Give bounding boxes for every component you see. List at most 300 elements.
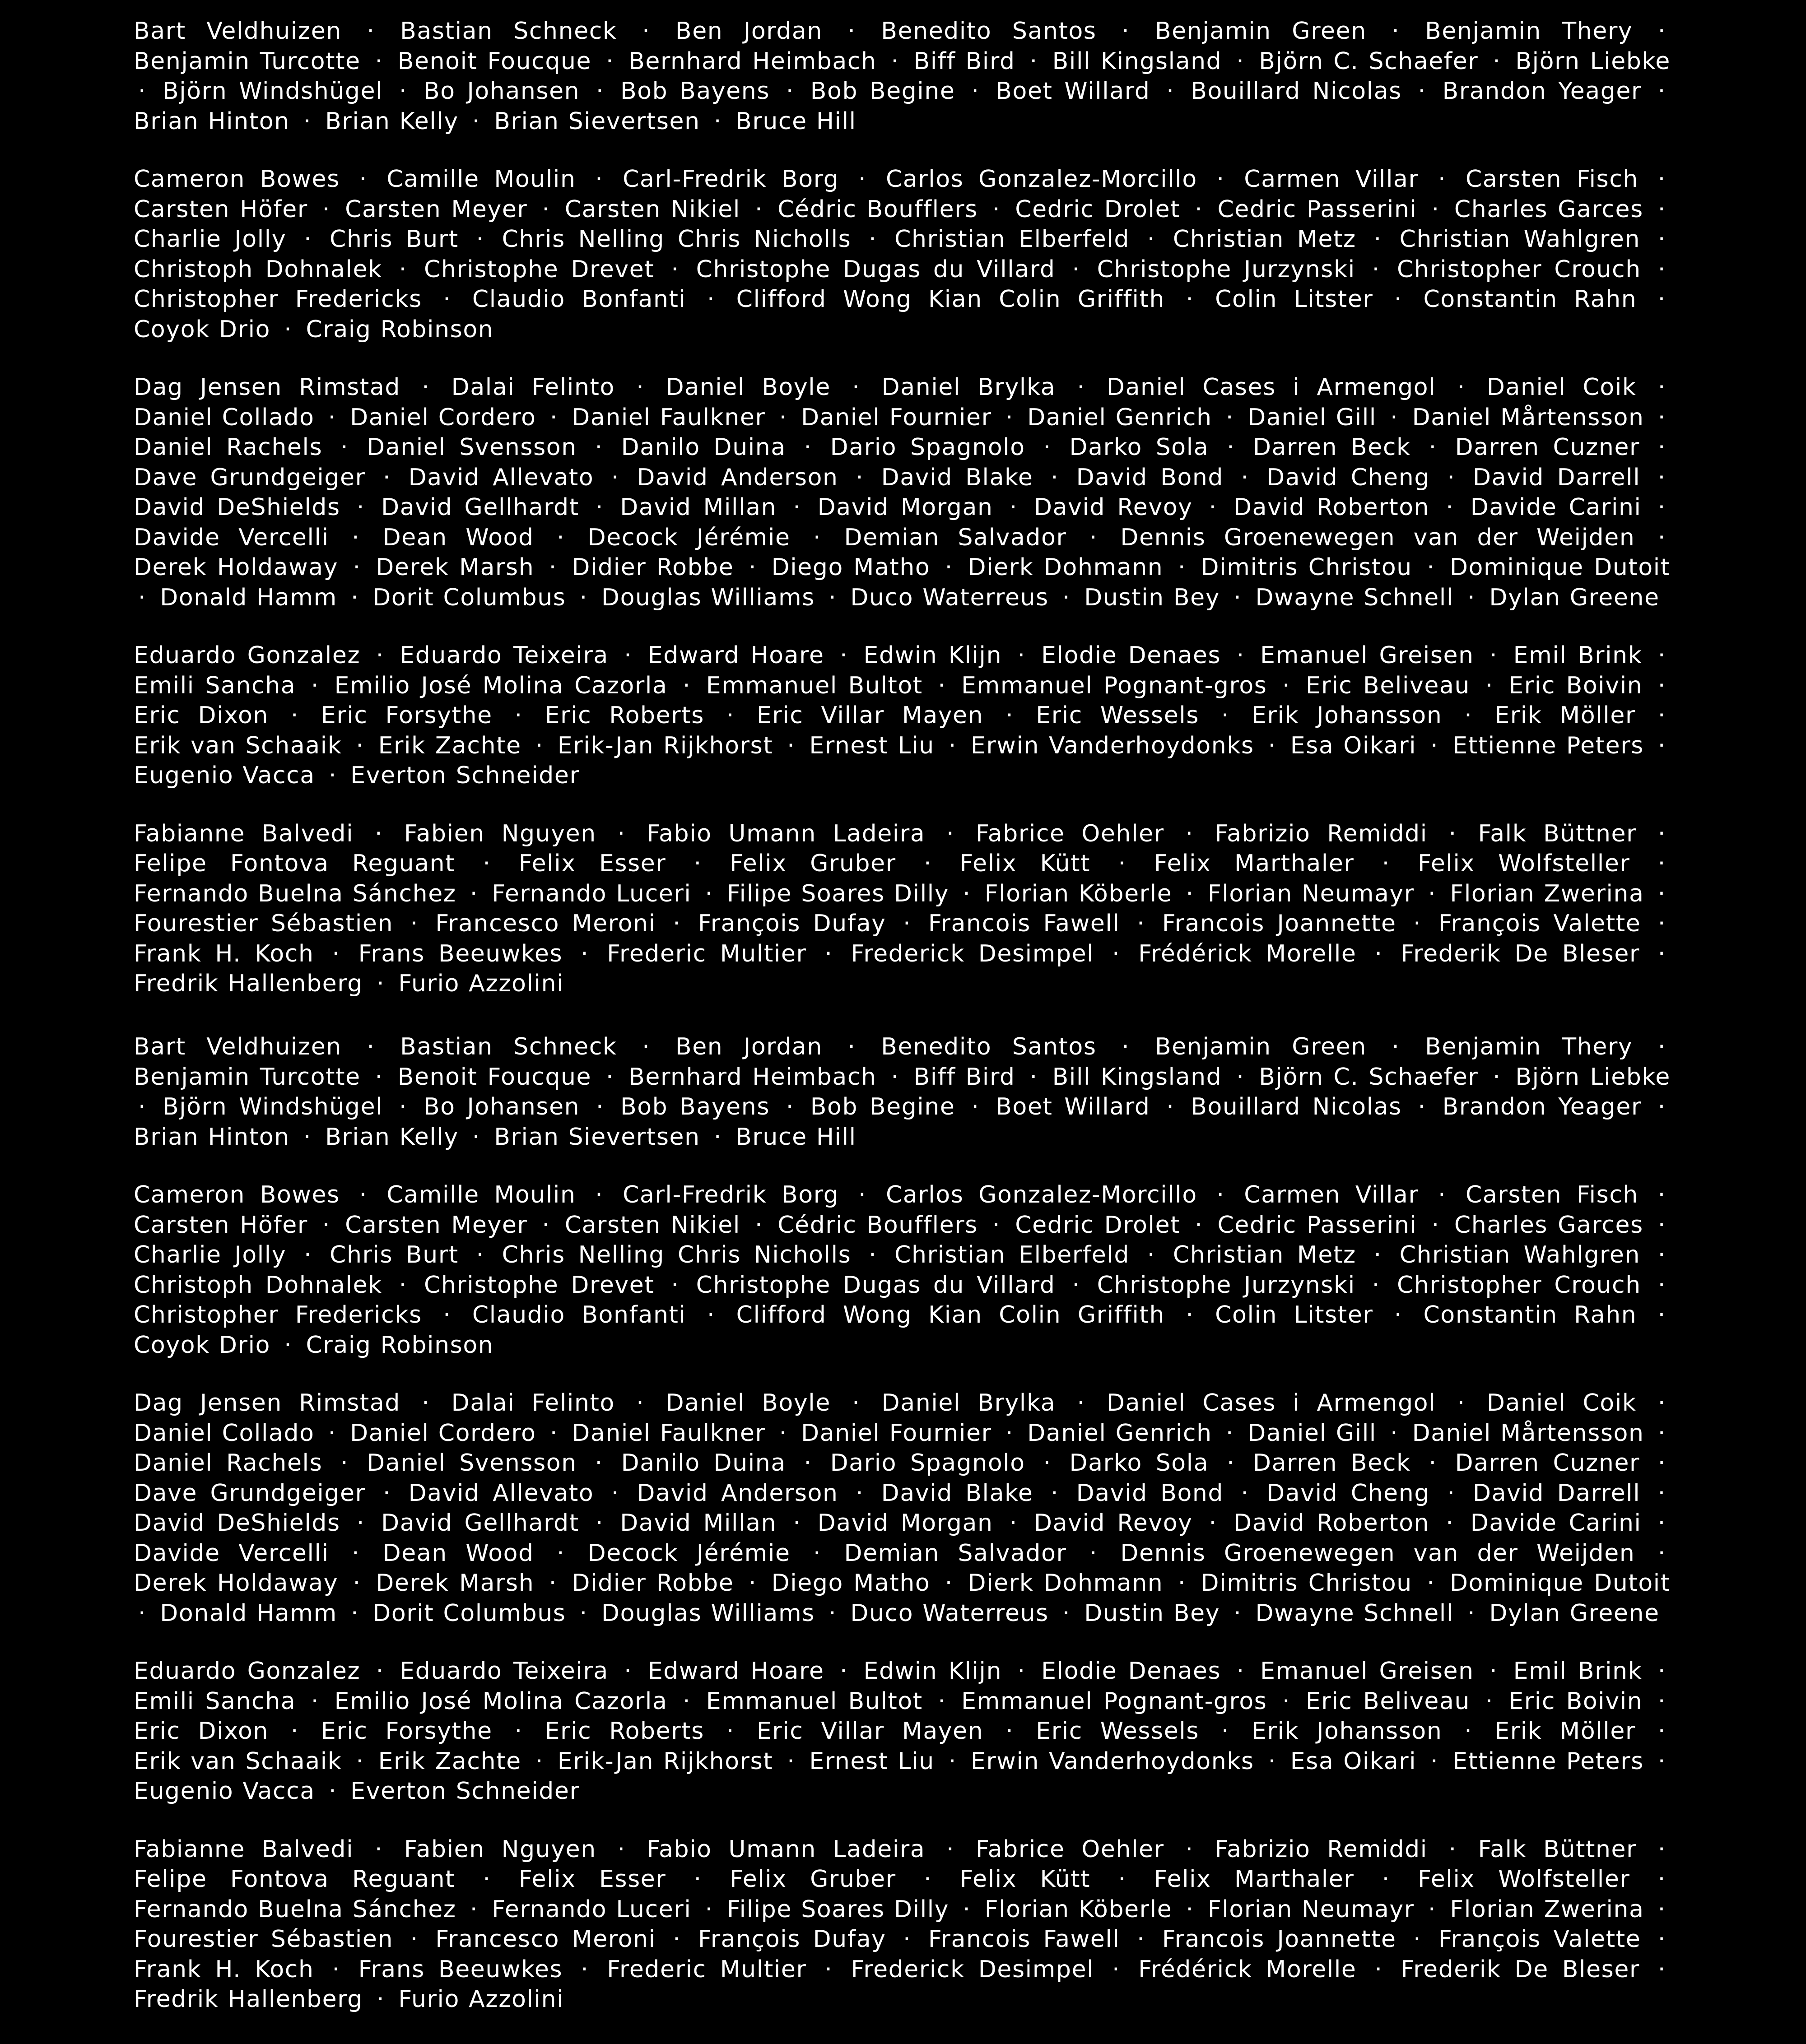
credit-name: David Blake: [881, 464, 1033, 491]
name-separator: ·: [576, 1956, 593, 1983]
credit-name: Christophe Drevet: [424, 256, 654, 283]
name-separator: ·: [395, 1272, 412, 1299]
name-separator: ·: [591, 434, 608, 461]
name-separator: ·: [1422, 1570, 1439, 1597]
name-separator: ·: [1653, 732, 1671, 759]
name-separator: ·: [472, 1241, 489, 1268]
credit-name: Donald Hamm: [160, 1600, 337, 1627]
name-separator: ·: [1653, 256, 1671, 283]
name-separator: ·: [668, 1926, 685, 1953]
name-separator: ·: [1370, 940, 1387, 967]
credit-name: Charles Garces: [1454, 196, 1643, 223]
name-separator: ·: [940, 1570, 958, 1597]
name-separator: ·: [988, 1212, 1005, 1239]
credit-name: Dario Spagnolo: [830, 434, 1025, 461]
name-separator: ·: [1182, 880, 1199, 907]
name-separator: [613, 1028, 630, 1029]
credit-name: Felipe Fontova Reguant: [134, 1866, 455, 1893]
credit-name: Frédérick Morelle: [1138, 940, 1356, 967]
credits-group-e: [134, 1656, 1671, 1807]
name-separator: ·: [1653, 880, 1671, 907]
credit-name: Fernando Luceri: [492, 880, 691, 907]
credit-name: Dave Grundgeiger: [134, 464, 366, 491]
credit-name: Fabio Umann Ladeira: [647, 820, 925, 847]
credit-name: Furio Azzolini: [398, 970, 564, 997]
credit-name: David Bond: [1076, 464, 1224, 491]
name-separator: ·: [1481, 1688, 1498, 1715]
name-separator: ·: [465, 880, 483, 907]
credit-name: Christoph Dohnalek: [134, 1272, 382, 1299]
name-separator: ·: [1653, 226, 1671, 253]
name-separator: ·: [689, 850, 707, 877]
credit-name: Chris Burt: [330, 226, 459, 253]
name-separator: ·: [1653, 434, 1671, 461]
name-separator: ·: [134, 1600, 151, 1627]
credit-name: Ernest Liu: [809, 732, 934, 759]
name-separator: ·: [800, 1449, 817, 1477]
credit-name: Douglas Williams: [601, 1600, 815, 1627]
name-separator: ·: [607, 1480, 624, 1507]
credit-name: Cameron Bowes: [134, 1181, 340, 1208]
name-separator: ·: [1190, 196, 1207, 223]
credit-name: Felix Marthaler: [1154, 1866, 1354, 1893]
credit-name: Darren Beck: [1253, 434, 1411, 461]
credit-name: Dennis Groenewegen van der Weijden: [1120, 524, 1635, 551]
name-separator: ·: [1182, 286, 1199, 313]
credit-name: Eric Boivin: [1508, 1688, 1643, 1715]
name-separator: ·: [438, 1301, 456, 1329]
credit-name: David Allevato: [409, 1480, 594, 1507]
name-separator: ·: [1085, 1540, 1102, 1567]
name-separator: ·: [1653, 1866, 1671, 1893]
name-separator: ·: [1001, 1420, 1018, 1447]
credit-name: Frans Beeuwkes: [358, 940, 563, 967]
credit-name: Eric Boivin: [1508, 672, 1643, 699]
credit-name: David Millan: [620, 494, 777, 521]
credit-name: Erik Johansson: [1252, 1718, 1442, 1745]
credit-name: Daniel Cases i Armengol: [1107, 374, 1436, 401]
name-separator: ·: [552, 524, 569, 551]
credit-name: Eugenio Vacca: [134, 762, 315, 789]
name-separator: ·: [1653, 940, 1671, 967]
credit-name: [134, 1028, 282, 1029]
name-separator: ·: [854, 166, 871, 193]
credit-name: Bob Bayens: [620, 78, 770, 105]
name-separator: ·: [1653, 672, 1671, 699]
credit-name: David Roberton: [1233, 1510, 1429, 1537]
name-separator: ·: [531, 732, 548, 759]
credit-name: Bo Johansen: [424, 78, 580, 105]
credit-name: Bill Kingsland: [1052, 1064, 1222, 1091]
name-separator: ·: [1386, 404, 1403, 431]
name-separator: ·: [1182, 1896, 1199, 1923]
credit-name: Filipe Soares Dilly: [727, 1896, 949, 1923]
credit-name: Biff Bird: [914, 1064, 1015, 1091]
name-separator: ·: [1653, 1301, 1671, 1329]
credit-name: Erik Johansson: [1252, 702, 1442, 729]
name-separator: ·: [1039, 434, 1056, 461]
credit-name: David Blake: [881, 1480, 1033, 1507]
name-separator: ·: [537, 1212, 554, 1239]
name-separator: ·: [820, 940, 837, 967]
credit-name: Brian Sievertsen: [494, 108, 700, 135]
name-separator: ·: [472, 226, 489, 253]
credit-name: Florian Neumayr: [1208, 1896, 1415, 1923]
credit-name: Björn Windshügel: [163, 78, 383, 105]
credits-group-b: [134, 16, 1671, 136]
credit-name: Eric Villar Mayen: [757, 1718, 984, 1745]
name-separator: ·: [1653, 524, 1671, 551]
name-separator: ·: [336, 1449, 353, 1477]
name-separator: ·: [1173, 1570, 1191, 1597]
name-separator: ·: [940, 554, 958, 581]
name-separator: ·: [1237, 1480, 1254, 1507]
credit-name: Bill Kingsland: [1052, 48, 1222, 75]
name-separator: ·: [1173, 554, 1191, 581]
credit-name: Eric Forsythe: [321, 702, 493, 729]
credits-group-g: [134, 1027, 1671, 1029]
credit-name: Dwayne Schnell: [1256, 1600, 1454, 1627]
credit-name: Christophe Jurzynski: [1097, 1272, 1355, 1299]
name-separator: ·: [1653, 1836, 1671, 1863]
credit-name: Carmen Villar: [1244, 166, 1419, 193]
name-separator: ·: [887, 48, 904, 75]
credit-name: Felix Kütt: [959, 1866, 1090, 1893]
name-separator: ·: [775, 404, 792, 431]
name-separator: ·: [279, 316, 297, 343]
name-separator: ·: [788, 1510, 805, 1537]
credit-name: Björn C. Schaefer: [1259, 48, 1478, 75]
credit-name: Erik-Jan Rijkhorst: [558, 1748, 773, 1775]
name-separator: ·: [809, 524, 826, 551]
name-separator: ·: [1653, 1688, 1671, 1715]
name-separator: ·: [666, 1272, 684, 1299]
credit-name: [1419, 1028, 1639, 1029]
name-separator: ·: [355, 166, 372, 193]
name-separator: ·: [919, 1866, 936, 1893]
name-separator: ·: [1653, 1420, 1671, 1447]
credit-name: Benjamin Green: [1155, 18, 1367, 45]
credit-name: Bob Bayens: [620, 1093, 770, 1120]
name-separator: ·: [967, 1093, 984, 1120]
name-separator: ·: [1653, 1449, 1671, 1477]
credit-name: Diego Matho: [772, 554, 931, 581]
credit-name: Dominique Dutoit: [1450, 554, 1671, 581]
credits-panel-bottom: [134, 1032, 1671, 2044]
credit-name: Everton Schneider: [350, 762, 580, 789]
credit-name: Dorit Columbus: [372, 1600, 566, 1627]
name-separator: ·: [1370, 1956, 1387, 1983]
credit-name: Daniel Genrich: [1027, 404, 1212, 431]
name-separator: ·: [1108, 1956, 1125, 1983]
name-separator: ·: [1441, 494, 1458, 521]
name-separator: ·: [1067, 256, 1085, 283]
credit-name: [328, 1028, 598, 1029]
name-separator: ·: [134, 584, 151, 611]
name-separator: ·: [701, 880, 718, 907]
credit-name: François Dufay: [698, 1926, 886, 1953]
name-separator: ·: [1444, 1836, 1462, 1863]
credit-name: David Cheng: [1266, 464, 1430, 491]
credit-name: Eduardo Teixeira: [400, 642, 609, 669]
name-separator: ·: [1005, 1510, 1022, 1537]
credit-name: David Morgan: [818, 494, 993, 521]
name-separator: ·: [1369, 1241, 1387, 1268]
credit-name: Dave Grundgeiger: [134, 1480, 366, 1507]
credit-name: Brandon Yeager: [1443, 1093, 1642, 1120]
name-separator: ·: [782, 1748, 800, 1775]
credit-name: Erik-Jan Rijkhorst: [558, 732, 773, 759]
credit-name: Demian Salvador: [844, 524, 1067, 551]
name-separator: ·: [1424, 434, 1442, 461]
name-separator: ·: [576, 940, 593, 967]
name-separator: ·: [809, 1540, 826, 1567]
name-separator: ·: [134, 78, 151, 105]
credit-name: Christian Wahlgren: [1400, 1241, 1640, 1268]
name-separator: ·: [1212, 1181, 1229, 1208]
name-separator: ·: [1058, 584, 1075, 611]
name-separator: ·: [607, 464, 624, 491]
name-separator: ·: [703, 286, 720, 313]
credit-name: Davide Carini: [1471, 494, 1642, 521]
credit-name: Daniel Gill: [1247, 404, 1377, 431]
name-separator: ·: [1653, 1181, 1671, 1208]
credit-name: Esa Oikari: [1290, 732, 1416, 759]
credit-name: Florian Zwerina: [1450, 1896, 1644, 1923]
credit-name: Dominique Dutoit: [1450, 1570, 1671, 1597]
credit-name: Chris Nelling Chris Nicholls: [502, 226, 852, 253]
credit-name: Dylan Greene: [1489, 584, 1659, 611]
name-separator: ·: [744, 554, 761, 581]
credit-name: Emilio José Molina Cazorla: [335, 672, 668, 699]
credit-name: Dag Jensen Rimstad: [134, 1389, 400, 1417]
credit-name: Felix Wolfsteller: [1418, 850, 1630, 877]
credit-name: Frederick Desimpel: [851, 1956, 1094, 1983]
credit-name: David Revoy: [1034, 494, 1192, 521]
name-separator: ·: [1232, 642, 1249, 669]
name-separator: ·: [1025, 48, 1043, 75]
credit-name: Darko Sola: [1070, 434, 1209, 461]
name-separator: ·: [1653, 1510, 1671, 1537]
credit-name: Carsten Meyer: [345, 1212, 527, 1239]
name-separator: ·: [1485, 642, 1502, 669]
credits-group-e: [134, 641, 1671, 791]
credit-name: Brian Sievertsen: [494, 1124, 700, 1151]
name-separator: ·: [1427, 1212, 1444, 1239]
name-separator: ·: [1653, 1241, 1671, 1268]
name-separator: ·: [395, 256, 412, 283]
name-separator: ·: [438, 286, 456, 313]
credit-name: Carmen Villar: [1244, 1181, 1419, 1208]
credit-name: Coyok Drio: [134, 316, 270, 343]
credit-name: Diego Matho: [772, 1570, 931, 1597]
credit-name: Elodie Denaes: [1041, 1658, 1221, 1685]
name-separator: ·: [638, 1033, 655, 1060]
credit-name: Eugenio Vacca: [134, 1778, 315, 1805]
name-separator: ·: [1653, 464, 1671, 491]
credit-name: Christoph Dohnalek: [134, 256, 382, 283]
credit-name: Dario Spagnolo: [830, 1449, 1025, 1477]
credit-name: Christian Elberfeld: [894, 1241, 1130, 1268]
credit-name: [869, 1028, 1021, 1029]
credit-name: Bastian Schneck: [400, 18, 617, 45]
name-separator: ·: [1212, 166, 1229, 193]
credit-name: Emili Sancha: [134, 672, 296, 699]
credit-name: Fabien Nguyen: [404, 820, 596, 847]
credit-name: Fourestier Sébastien: [134, 1926, 393, 1953]
credit-name: Emanuel Greisen: [1260, 1658, 1474, 1685]
name-separator: ·: [552, 1540, 569, 1567]
credit-name: Chris Burt: [330, 1241, 459, 1268]
name-separator: ·: [1162, 1093, 1179, 1120]
name-separator: ·: [1653, 286, 1671, 313]
name-separator: ·: [782, 1093, 799, 1120]
name-separator: ·: [933, 672, 950, 699]
name-separator: ·: [372, 642, 389, 669]
name-separator: ·: [1143, 1241, 1160, 1268]
credit-name: Eduardo Teixeira: [400, 1658, 609, 1685]
credit-name: David Roberton: [1233, 494, 1429, 521]
name-separator: ·: [1001, 404, 1018, 431]
name-separator: ·: [591, 494, 608, 521]
credit-name: Björn Windshügel: [163, 1093, 383, 1120]
credit-name: [1068, 1028, 1373, 1029]
credit-name: Daniel Fournier: [801, 404, 991, 431]
credit-name: Dwayne Schnell: [1256, 584, 1454, 611]
credit-name: Daniel Cordero: [350, 1420, 536, 1447]
name-separator: ·: [709, 1124, 726, 1151]
credit-name: Daniel Mårtensson: [1412, 404, 1644, 431]
name-separator: ·: [944, 1748, 961, 1775]
credit-name: Danilo Duina: [621, 1449, 786, 1477]
name-separator: [296, 1028, 313, 1029]
name-separator: ·: [1181, 1836, 1198, 1863]
credit-name: Ben Jordan: [675, 18, 823, 45]
credit-name: Edward Hoare: [648, 1658, 824, 1685]
credit-name: Esa Oikari: [1290, 1748, 1416, 1775]
name-separator: ·: [1463, 584, 1480, 611]
name-separator: ·: [1229, 584, 1246, 611]
credit-name: Dustin Bey: [1084, 584, 1220, 611]
name-separator: ·: [1013, 1658, 1030, 1685]
credit-name: Carsten Höfer: [134, 196, 308, 223]
name-separator: ·: [575, 584, 592, 611]
credit-name: David Anderson: [637, 1480, 838, 1507]
credit-name: Edwin Klijn: [864, 642, 1002, 669]
credit-name: Donald Hamm: [160, 584, 337, 611]
credit-name: Erik Möller: [1494, 1718, 1636, 1745]
name-separator: ·: [510, 702, 527, 729]
name-separator: ·: [847, 374, 865, 401]
name-separator: ·: [1221, 404, 1238, 431]
credit-name: Dierk Dohmann: [968, 1570, 1163, 1597]
credit-name: Francois Fawell: [928, 1926, 1120, 1953]
credit-name: Emanuel Greisen: [1260, 642, 1474, 669]
credit-name: Fabien Nguyen: [404, 1836, 596, 1863]
credit-name: Boet Willard: [996, 1093, 1150, 1120]
credit-name: Bruce Hill: [735, 108, 856, 135]
credit-name: Falk Büttner: [1478, 1836, 1637, 1863]
credit-name: Benoit Foucque: [398, 48, 591, 75]
name-separator: ·: [1222, 1449, 1239, 1477]
name-separator: ·: [1205, 1510, 1222, 1537]
name-separator: [837, 1028, 854, 1029]
name-separator: ·: [1046, 1480, 1063, 1507]
name-separator: ·: [1278, 1688, 1295, 1715]
name-separator: ·: [666, 256, 684, 283]
name-separator: ·: [591, 1510, 608, 1537]
credit-name: Björn Liebke: [1515, 48, 1671, 75]
name-separator: ·: [632, 374, 649, 401]
credit-name: Derek Marsh: [376, 554, 534, 581]
credit-name: Frédérick Morelle: [1138, 1956, 1356, 1983]
credit-name: Frank H. Koch: [134, 940, 314, 967]
credit-name: Charlie Jolly: [134, 226, 286, 253]
credit-name: Carsten Fisch: [1466, 166, 1638, 193]
credit-name: Camille Moulin: [386, 1181, 576, 1208]
name-separator: ·: [1422, 554, 1439, 581]
name-separator: ·: [1485, 1658, 1502, 1685]
name-separator: ·: [1108, 940, 1125, 967]
name-separator: ·: [478, 1866, 495, 1893]
name-separator: ·: [1463, 1600, 1480, 1627]
credit-name: Demian Salvador: [844, 1540, 1067, 1567]
name-separator: ·: [619, 1658, 637, 1685]
credit-name: Fredrik Hallenberg: [134, 1986, 363, 2013]
name-separator: ·: [336, 434, 353, 461]
credit-name: Francois Joannette: [1162, 910, 1396, 937]
name-separator: ·: [1653, 494, 1671, 521]
name-separator: ·: [1481, 672, 1498, 699]
name-separator: ·: [1441, 1510, 1458, 1537]
credit-name: Erik Möller: [1494, 702, 1636, 729]
name-separator: ·: [1426, 1748, 1443, 1775]
credit-name: Benjamin Green: [1155, 1033, 1367, 1060]
name-separator: ·: [510, 1718, 527, 1745]
credit-name: Felix Esser: [519, 1866, 666, 1893]
credit-name: Dennis Groenewegen van der Weijden: [1120, 1540, 1635, 1567]
name-separator: ·: [465, 1896, 483, 1923]
credit-name: Danilo Duina: [621, 434, 786, 461]
credit-name: Bart Veldhuizen: [134, 18, 342, 45]
name-separator: ·: [299, 226, 317, 253]
name-separator: ·: [1653, 910, 1671, 937]
name-separator: ·: [1073, 374, 1090, 401]
credit-name: Eric Wessels: [1036, 1718, 1199, 1745]
credit-name: Craig Robinson: [306, 1332, 493, 1359]
name-separator: ·: [1217, 1718, 1234, 1745]
name-separator: ·: [1378, 1866, 1395, 1893]
name-separator: ·: [1232, 48, 1249, 75]
name-separator: ·: [591, 166, 608, 193]
name-separator: ·: [1653, 1093, 1671, 1120]
name-separator: ·: [1653, 1389, 1671, 1417]
name-separator: ·: [1653, 1658, 1671, 1685]
credit-name: Davide Vercelli: [134, 524, 329, 551]
name-separator: ·: [372, 1658, 389, 1685]
credit-name: Benedito Santos: [881, 1033, 1096, 1060]
credits-group-d: [134, 1388, 1671, 1628]
credit-name: David Allevato: [409, 464, 594, 491]
credit-name: Erik Zachte: [378, 732, 521, 759]
name-separator: ·: [782, 78, 799, 105]
credit-name: Frederik De Bleser: [1401, 1956, 1640, 1983]
name-separator: ·: [349, 1570, 366, 1597]
name-separator: ·: [286, 702, 303, 729]
credit-name: Daniel Cases i Armengol: [1107, 1389, 1436, 1417]
name-separator: ·: [709, 108, 726, 135]
credit-name: Daniel Collado: [134, 404, 315, 431]
